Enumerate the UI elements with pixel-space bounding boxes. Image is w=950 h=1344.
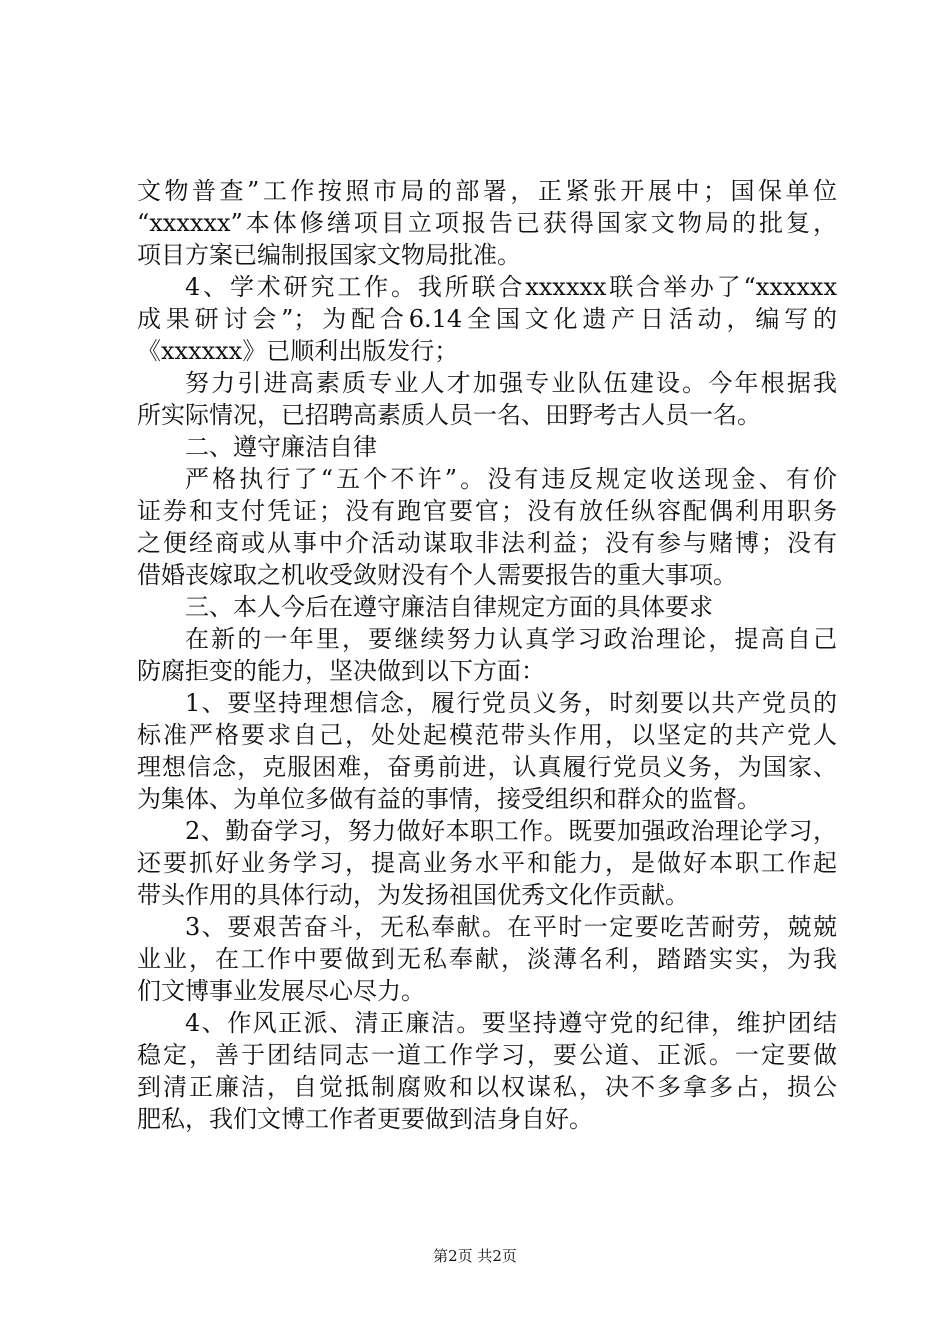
text-line: 理想信念，克服困难，奋勇前进，认真履行党员义务，为国家、 [137,753,837,781]
text-line: 努力引进高素质专业人才加强专业队伍建设。今年根据我 [185,369,837,397]
text-line: 二、遵守廉洁自律 [185,433,377,461]
document-body [137,175,837,1135]
page-footer: 第2页 共2页 [433,1247,517,1265]
text-line: 4、学术研究工作。我所联合xxxxxx联合举办了“xxxxxx [185,273,837,301]
text-line: 项目方案已编制报国家文物局批准。 [137,241,521,269]
text-line: 《xxxxxx》已顺利出版发行； [137,337,459,365]
text-line: 所实际情况，已招聘高素质人员一名、田野考古人员一名。 [137,401,761,429]
text-line: 借婚丧嫁取之机收受敛财没有个人需要报告的重大事项。 [137,561,737,589]
text-line: 在新的一年里，要继续努力认真学习政治理论，提高自己 [185,625,837,653]
text-line: 文物普查”工作按照市局的部署，正紧张开展中；国保单位 [137,177,837,205]
text-line: 到清正廉洁，自觉抵制腐败和以权谋私，决不多拿多占，损公 [137,1073,837,1101]
text-line: 4、作风正派、清正廉洁。要坚持遵守党的纪律，维护团结 [185,1009,837,1037]
text-line: 肥私，我们文博工作者更要做到洁身自好。 [137,1105,593,1133]
text-line: 1、要坚持理想信念，履行党员义务，时刻要以共产党员的 [185,689,837,717]
text-line: 业业，在工作中要做到无私奉献，淡薄名利，踏踏实实，为我 [137,945,837,973]
text-line: 严格执行了“五个不许”。没有违反规定收送现金、有价 [185,465,837,493]
text-line: 带头作用的具体行动，为发扬祖国优秀文化作贡献。 [137,881,689,909]
text-line: 们文博事业发展尽心尽力。 [137,977,425,1005]
text-line: 为集体、为单位多做有益的事情，接受组织和群众的监督。 [137,785,761,813]
text-line: 防腐拒变的能力，坚决做到以下方面： [137,657,545,685]
text-line: 还要抓好业务学习，提高业务水平和能力，是做好本职工作起 [137,849,837,877]
text-line: 之便经商或从事中介活动谋取非法利益；没有参与赌博；没有 [137,529,837,557]
text-line: 稳定，善于团结同志一道工作学习，要公道、正派。一定要做 [137,1041,837,1069]
text-line: “xxxxxx”本体修缮项目立项报告已获得国家文物局的批复， [137,209,837,237]
text-line: 三、本人今后在遵守廉洁自律规定方面的具体要求 [185,593,713,621]
text-line: 成果研讨会”；为配合6.14全国文化遗产日活动，编写的 [137,305,837,333]
text-line: 3、要艰苦奋斗，无私奉献。在平时一定要吃苦耐劳，兢兢 [185,913,837,941]
text-line: 证券和支付凭证；没有跑官要官；没有放任纵容配偶利用职务 [137,497,837,525]
text-line: 标准严格要求自己，处处起模范带头作用，以坚定的共产党人 [137,721,837,749]
text-line: 2、勤奋学习，努力做好本职工作。既要加强政治理论学习， [185,817,837,845]
